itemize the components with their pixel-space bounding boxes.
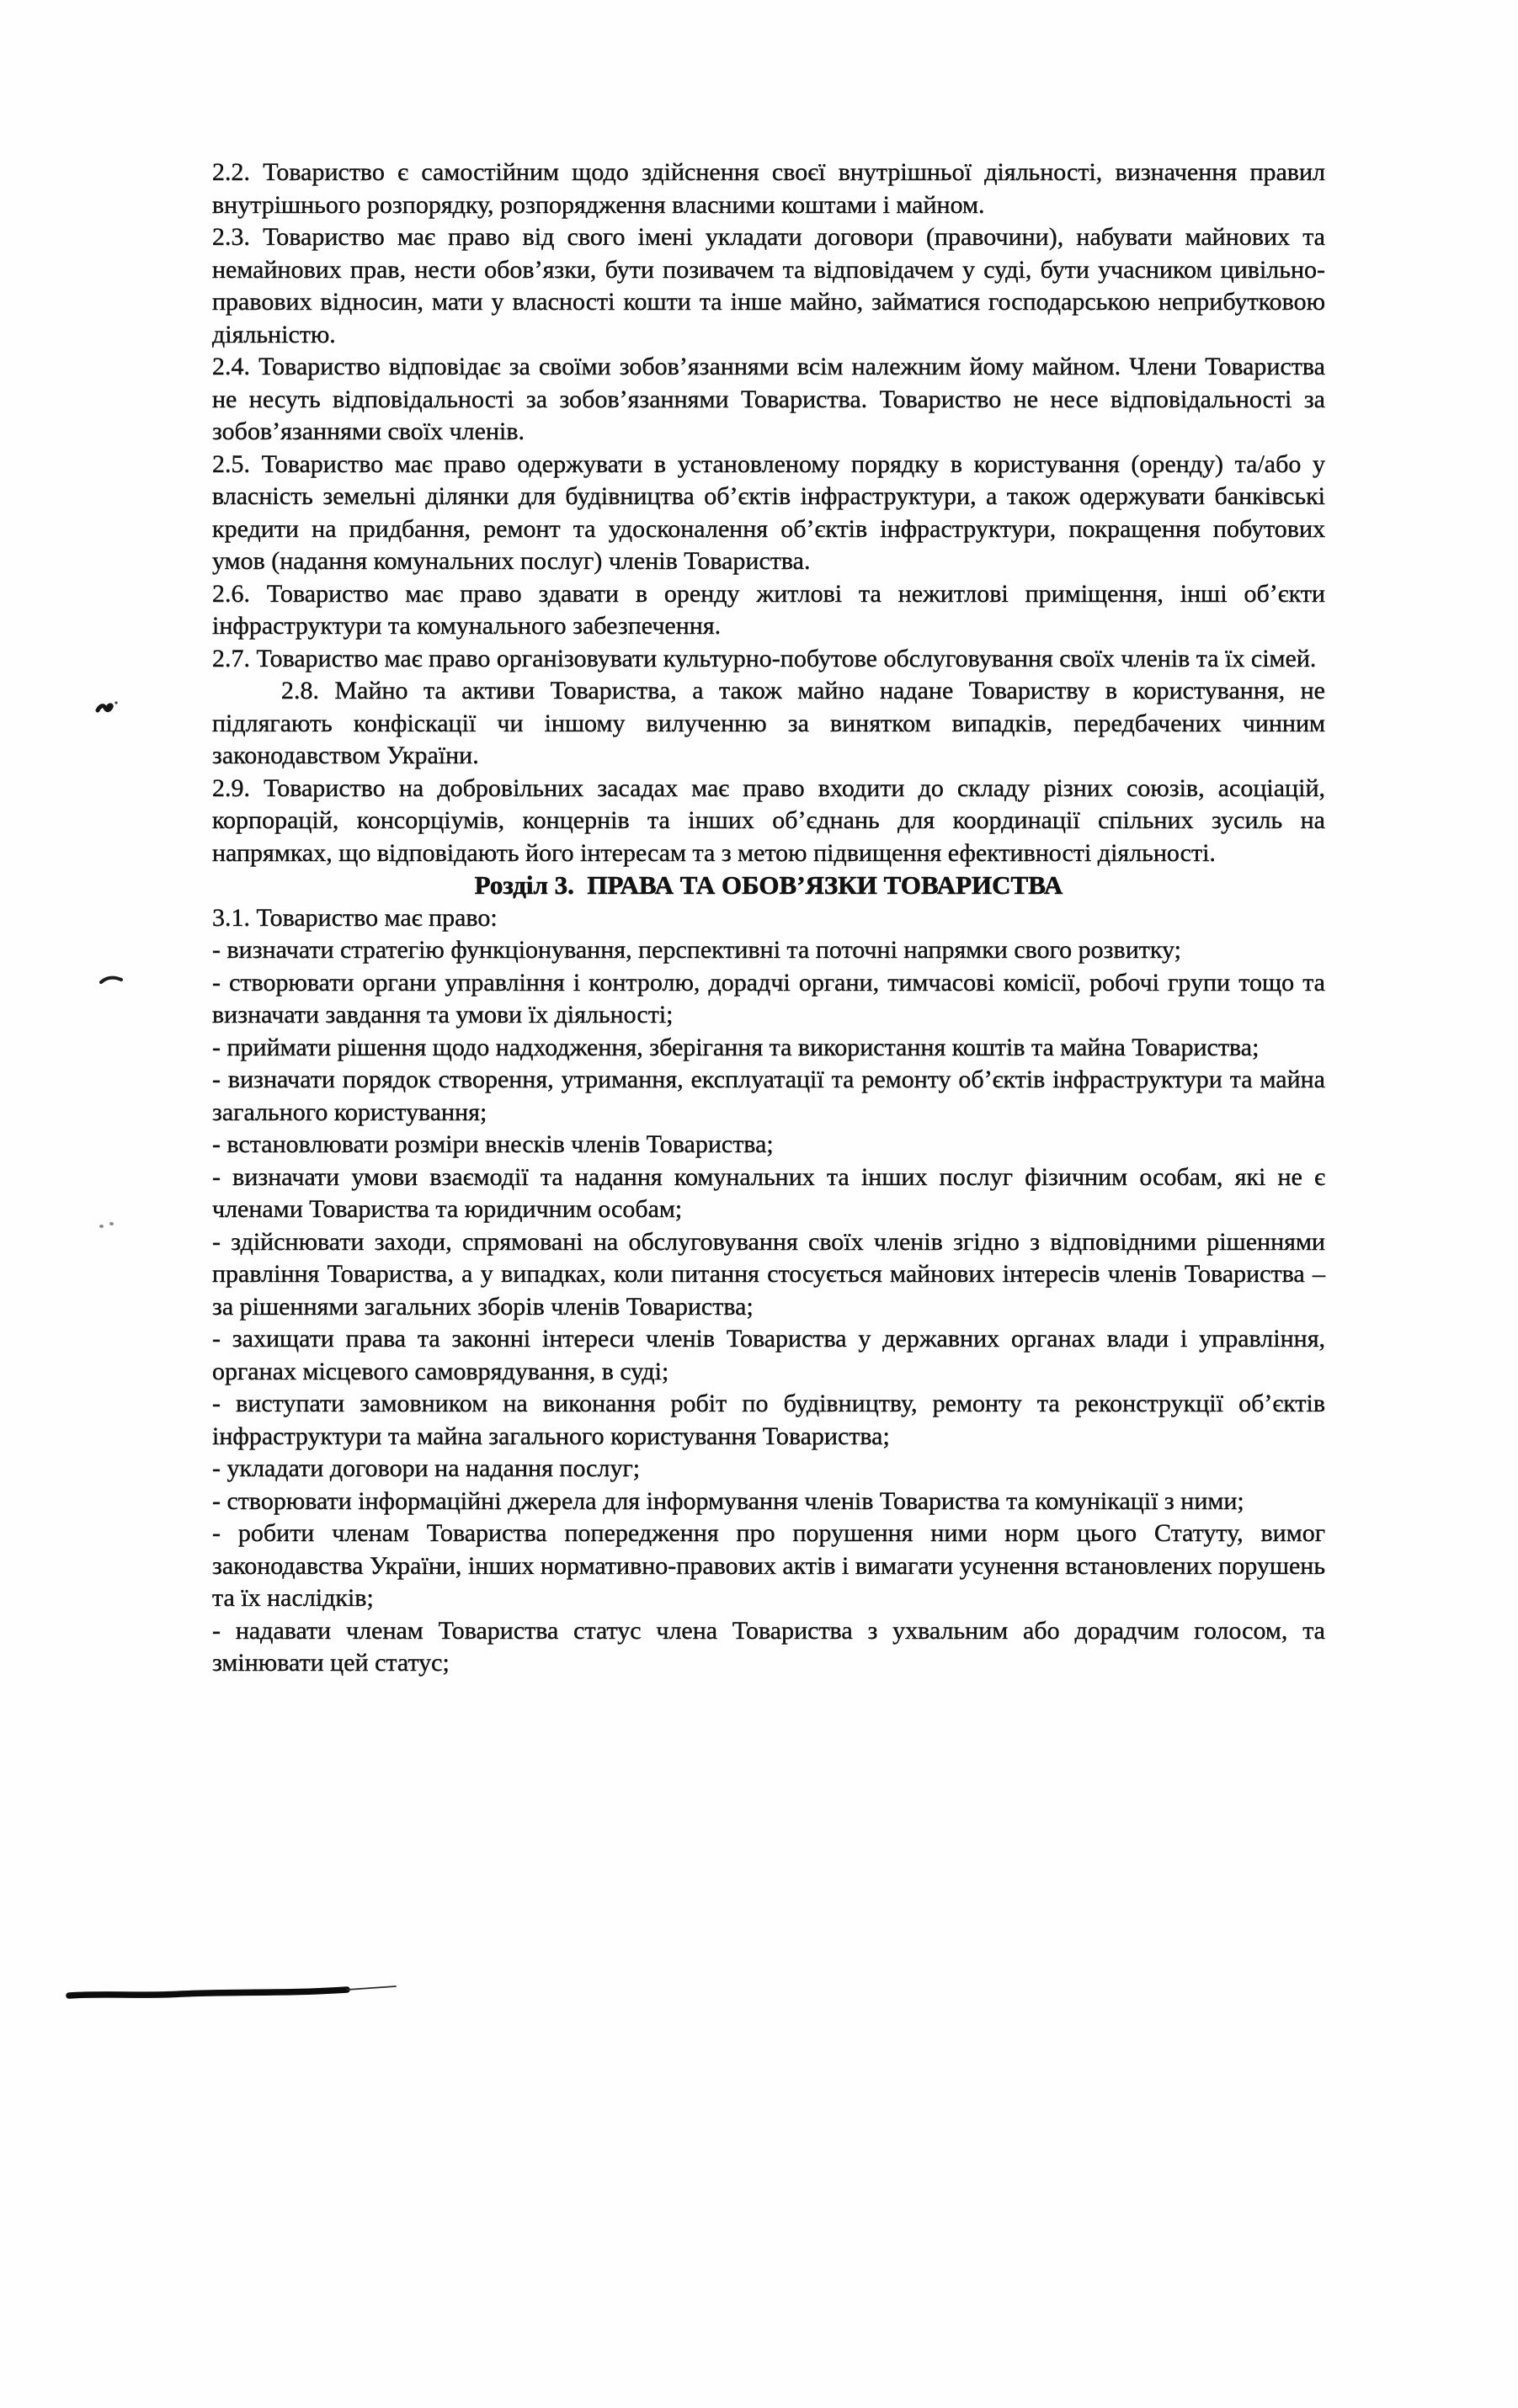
right-item-2: - створювати органи управління і контролю, дорадчі органи, тимчасові комісії, робочі групи тощо та визначати завдання та умови їх діяльності; [212, 968, 1325, 1029]
clause-2-2: 2.2. Товариство є самостійним щодо здійснення своєї внутрішньої діяльності, визначення правил внутрішнього розпорядку, розпорядження власними коштами і майном. [212, 158, 1325, 219]
clause-2-5: 2.5. Товариство має право одержувати в установленому порядку в користування (оренду) та/або у власність земельні ділянки для будівництва об’єктів інфраструктури, а також одержувати банківські кредити на придбання, ремонт та удосконалення об’єктів інфраструктури, покращення побутових умов (надання комунальних послуг) членів Товариства. [212, 449, 1325, 575]
right-item-11: - створювати інформаційні джерела для інформування членів Товариства та комунікації з ними; [212, 1486, 1244, 1515]
right-item-8: - захищати права та законні інтереси членів Товариства у державних органах влади і управління, органах місцевого самоврядування, в суді; [212, 1325, 1325, 1385]
pen-squiggle-mark-icon [94, 697, 123, 717]
clause-3-1: 3.1. Товариство має право: [212, 903, 498, 932]
clause-2-4: 2.4. Товариство відповідає за своїми зобов’язаннями всім належним йому майном. Члени Товариства не несуть відповідальності за зобов’язаннями Товариства. Товариство не несе відповідальності за зобов’язаннями своїх членів. [212, 353, 1325, 445]
clause-2-6: 2.6. Товариство має право здавати в оренду житлові та нежитлові приміщення, інші об’єкти інфраструктури та комунального забезпечення. [212, 579, 1325, 640]
pen-strike-line [64, 1980, 401, 2005]
clause-2-9: 2.9. Товариство на добровільних засадах має право входити до складу різних союзів, асоціацій, корпорацій, консорціумів, концернів та інших об’єднань для координації спільних зусиль на напрямках, що відповідають його інтересам та з метою підвищення ефективності діяльності. [212, 773, 1325, 867]
clause-2-3: 2.3. Товариство має право від свого імені укладати договори (правочини), набувати майнових та немайнових прав, нести обов’язки, бути позивачем та відповідачем у суді, бути учасником цивільно-правових відносин, мати у власності кошти та інше майно, займатися господарською неприбутковою діяльністю. [212, 223, 1325, 348]
pen-dots-mark-icon [98, 1220, 120, 1231]
right-item-6: - визначати умови взаємодії та надання комунальних та інших послуг фізичним особам, які не є членами Товариства та юридичним особам; [212, 1162, 1325, 1223]
clause-2-8: 2.8. Майно та активи Товариства, а також майно надане Товариству в користування, не підлягають конфіскації чи іншому вилученню за винятком випадків, передбачених чинним законодавством України. [212, 677, 1325, 769]
section-3-heading: Розділ 3. ПРАВА ТА ОБОВ’ЯЗКИ ТОВАРИСТВА [474, 870, 1063, 900]
right-item-7: - здійснювати заходи, спрямовані на обслуговування своїх членів згідно з відповідними рішеннями правління Товариства, а у випадках, коли питання стосується майнових інтересів членів Товариства – за рішеннями загальних зборів членів Товариства; [212, 1227, 1325, 1321]
right-item-12: - робити членам Товариства попередження про порушення ними норм цього Статуту, вимог законодавства України, інших нормативно-правових актів і вимагати усунення встановлених порушень та їх наслідків; [212, 1519, 1325, 1612]
document-text-block [212, 157, 1325, 1680]
right-item-10: - укладати договори на надання послуг; [212, 1454, 641, 1482]
pen-dash-mark-icon [99, 973, 125, 986]
right-item-4: - визначати порядок створення, утримання, експлуатації та ремонту об’єктів інфраструктури та майна загального користування; [212, 1066, 1325, 1126]
right-item-5: - встановлювати розміри внесків членів Товариства; [212, 1130, 774, 1158]
clause-2-7: 2.7. Товариство має право організовувати культурно-побутове обслуговування своїх членів та їх сімей. [212, 644, 1317, 672]
right-item-13: - надавати членам Товариства статус члена Товариства з ухвальним або дорадчим голосом, та змінювати цей статус; [212, 1616, 1325, 1677]
right-item-3: - приймати рішення щодо надходження, зберігання та використання коштів та майна Товариства; [212, 1033, 1260, 1061]
right-item-1: - визначати стратегію функціонування, перспективні та поточні напрямки свого розвитку; [212, 936, 1181, 964]
right-item-9: - виступати замовником на виконання робіт по будівництву, ремонту та реконструкції об’єктів інфраструктури та майна загального користування Товариства; [212, 1390, 1325, 1450]
